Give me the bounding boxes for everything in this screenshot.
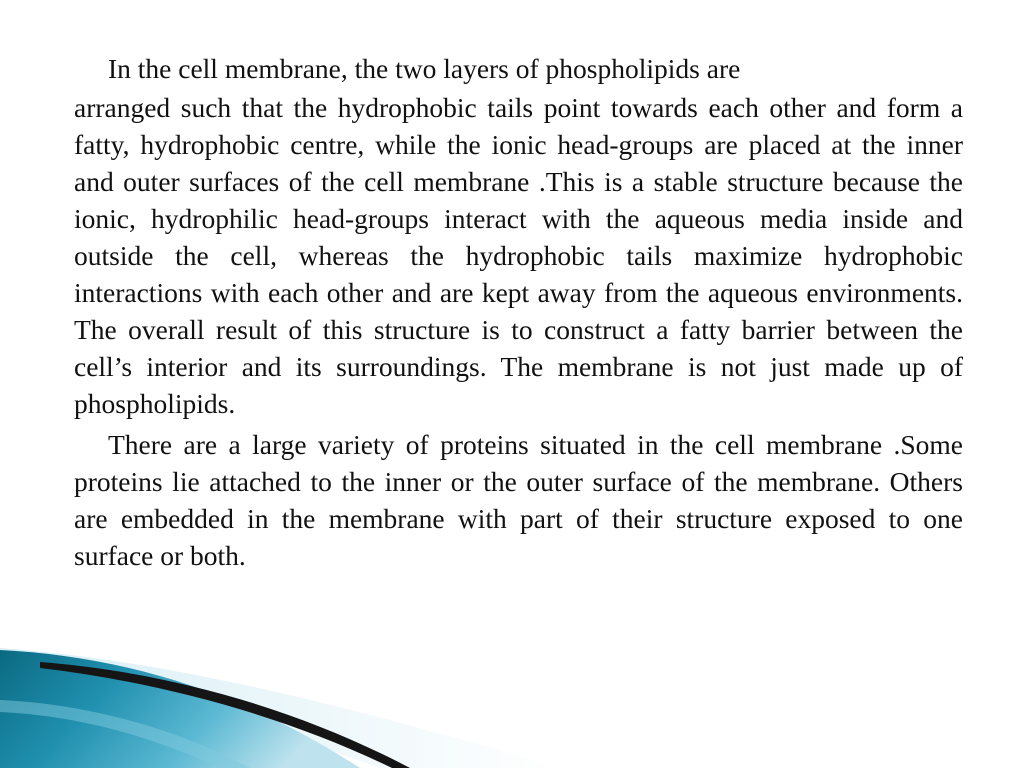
paragraph-body: arranged such that the hydrophobic tails point towards each other and form a fatty, hydrophobic centre, while the ionic head-groups are placed at the inner and outer surfaces of the cell membrane .This is a stable structure because the ionic, hydrophilic head-groups interact with the aqueous media inside and outside the cell, whereas the hydrophobic tails maximize hydrophobic interactions with each other and are kept away from the aqueous environments. The overall result of this structure is to construct a fatty barrier between the cell’s interior and its surroundings. The membrane is not just made up of phospholipids. bbox=[74, 92, 963, 419]
paragraph-first-line: In the cell membrane, the two layers of phospholipids are bbox=[108, 53, 741, 84]
wave-dark-stripe bbox=[40, 662, 410, 768]
wave-light-band bbox=[0, 648, 560, 768]
body-text bbox=[74, 50, 963, 574]
paragraph-membrane-structure bbox=[74, 50, 963, 422]
wave-highlight bbox=[0, 700, 250, 768]
wave-teal-band bbox=[0, 650, 360, 768]
paragraph-membrane-proteins: There are a large variety of proteins situated in the cell membrane .Some proteins lie attached to the inner or the outer surface of the membrane. Others are embedded in the membrane with part of their structure exposed to one surface or both. bbox=[74, 429, 963, 571]
